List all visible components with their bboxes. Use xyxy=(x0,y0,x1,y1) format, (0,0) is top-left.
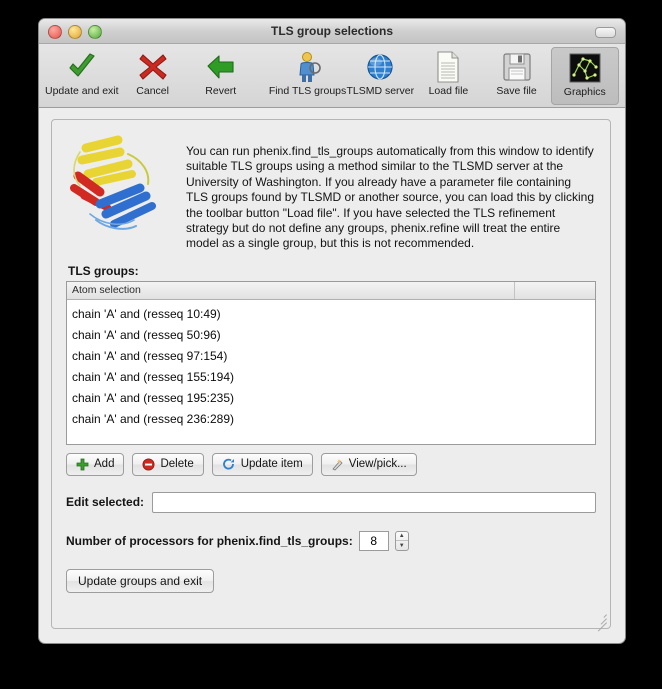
toolbar-item-find-tls-groups[interactable] xyxy=(269,47,346,105)
add-button-label: Add xyxy=(94,458,115,471)
toolbar-item-graphics[interactable] xyxy=(551,47,619,105)
green-arrow-left-icon xyxy=(206,50,236,84)
processors-label: Number of processors for phenix.find_tls_groups: xyxy=(66,533,353,548)
edit-selected-row xyxy=(66,492,596,513)
update-item-button-label: Update item xyxy=(240,458,303,471)
table-row[interactable]: chain 'A' and (resseq 236:289) xyxy=(72,411,235,426)
list-rows xyxy=(67,300,595,430)
table-row[interactable]: chain 'A' and (resseq 195:235) xyxy=(72,390,235,405)
main-panel xyxy=(51,119,611,629)
toolbar-label: Cancel xyxy=(136,85,169,97)
table-row[interactable]: chain 'A' and (resseq 155:194) xyxy=(72,369,235,384)
toolbar-toggle-button[interactable] xyxy=(595,27,616,38)
floppy-disk-icon xyxy=(502,50,532,84)
update-item-button[interactable] xyxy=(212,453,313,476)
red-x-icon xyxy=(138,50,168,84)
zoom-button[interactable] xyxy=(88,25,102,39)
protein-ribbon-image xyxy=(66,130,174,240)
close-button[interactable] xyxy=(48,25,62,39)
window-controls xyxy=(48,25,102,39)
refresh-icon xyxy=(222,458,236,471)
stepper-down-icon[interactable]: ▼ xyxy=(398,542,405,549)
update-groups-and-exit-label: Update groups and exit xyxy=(78,573,203,588)
delete-button-label: Delete xyxy=(160,458,194,471)
toolbar xyxy=(39,44,625,108)
molecule-graphics-icon xyxy=(569,51,601,85)
add-button[interactable] xyxy=(66,453,124,476)
green-check-icon xyxy=(66,50,98,84)
delete-circle-icon xyxy=(142,458,155,471)
document-icon xyxy=(435,50,461,84)
intro-text: You can run phenix.find_tls_groups automatically from this window to identify suitable TLS groups using a method similar to the TLSMD server at the University of Washington. If you already have a parameter file containing TLS groups found by TLSMD or another source, you can load this by clicking the toolbar button "Load file". If you have selected the TLS refinement strategy but do not define any groups, phenix.refine will treat the entire model as a single group, but this is not recommended. xyxy=(186,144,594,251)
tls-groups-label: TLS groups: xyxy=(68,263,139,278)
processors-row xyxy=(66,531,596,551)
wand-icon xyxy=(331,458,344,471)
toolbar-item-tlsmd-server[interactable] xyxy=(346,47,414,105)
toolbar-label: TLSMD server xyxy=(346,85,415,97)
view-pick-button[interactable] xyxy=(321,453,417,476)
toolbar-label: Graphics xyxy=(563,86,606,98)
list-action-buttons xyxy=(66,453,596,476)
blue-globe-icon xyxy=(365,50,395,84)
toolbar-item-cancel[interactable] xyxy=(119,47,187,105)
toolbar-item-update-and-exit[interactable] xyxy=(45,47,119,105)
toolbar-label: Update and exit xyxy=(45,85,119,97)
view-pick-button-label: View/pick... xyxy=(348,458,407,471)
update-groups-and-exit-button[interactable] xyxy=(66,569,214,593)
intro-section xyxy=(66,130,596,252)
person-search-icon xyxy=(294,50,322,84)
table-row[interactable]: chain 'A' and (resseq 10:49) xyxy=(72,306,221,321)
title-bar xyxy=(39,19,625,44)
toolbar-label: Load file xyxy=(428,85,469,97)
toolbar-label: Revert xyxy=(205,85,237,97)
column-header-extra[interactable] xyxy=(515,282,595,299)
minimize-button[interactable] xyxy=(68,25,82,39)
resize-grip[interactable] xyxy=(594,612,607,625)
table-row[interactable]: chain 'A' and (resseq 97:154) xyxy=(72,348,228,363)
toolbar-label: Save file xyxy=(496,85,537,97)
processors-input[interactable] xyxy=(359,531,389,551)
toolbar-item-load-file[interactable] xyxy=(414,47,482,105)
toolbar-item-save-file[interactable] xyxy=(483,47,551,105)
edit-selected-label: Edit selected: xyxy=(66,495,145,510)
tls-groups-list[interactable] xyxy=(66,281,596,445)
processors-stepper[interactable] xyxy=(395,531,409,551)
edit-selected-input[interactable] xyxy=(152,492,596,513)
column-header-atom-selection[interactable]: Atom selection xyxy=(67,282,515,299)
plus-icon xyxy=(76,458,89,471)
list-header xyxy=(67,282,595,300)
stepper-up-icon[interactable]: ▲ xyxy=(396,532,408,542)
table-row[interactable]: chain 'A' and (resseq 50:96) xyxy=(72,327,221,342)
toolbar-item-revert[interactable] xyxy=(187,47,255,105)
toolbar-label: Find TLS groups xyxy=(268,85,347,97)
application-window xyxy=(38,18,626,644)
window-title: TLS group selections xyxy=(270,24,393,38)
delete-button[interactable] xyxy=(132,453,203,476)
